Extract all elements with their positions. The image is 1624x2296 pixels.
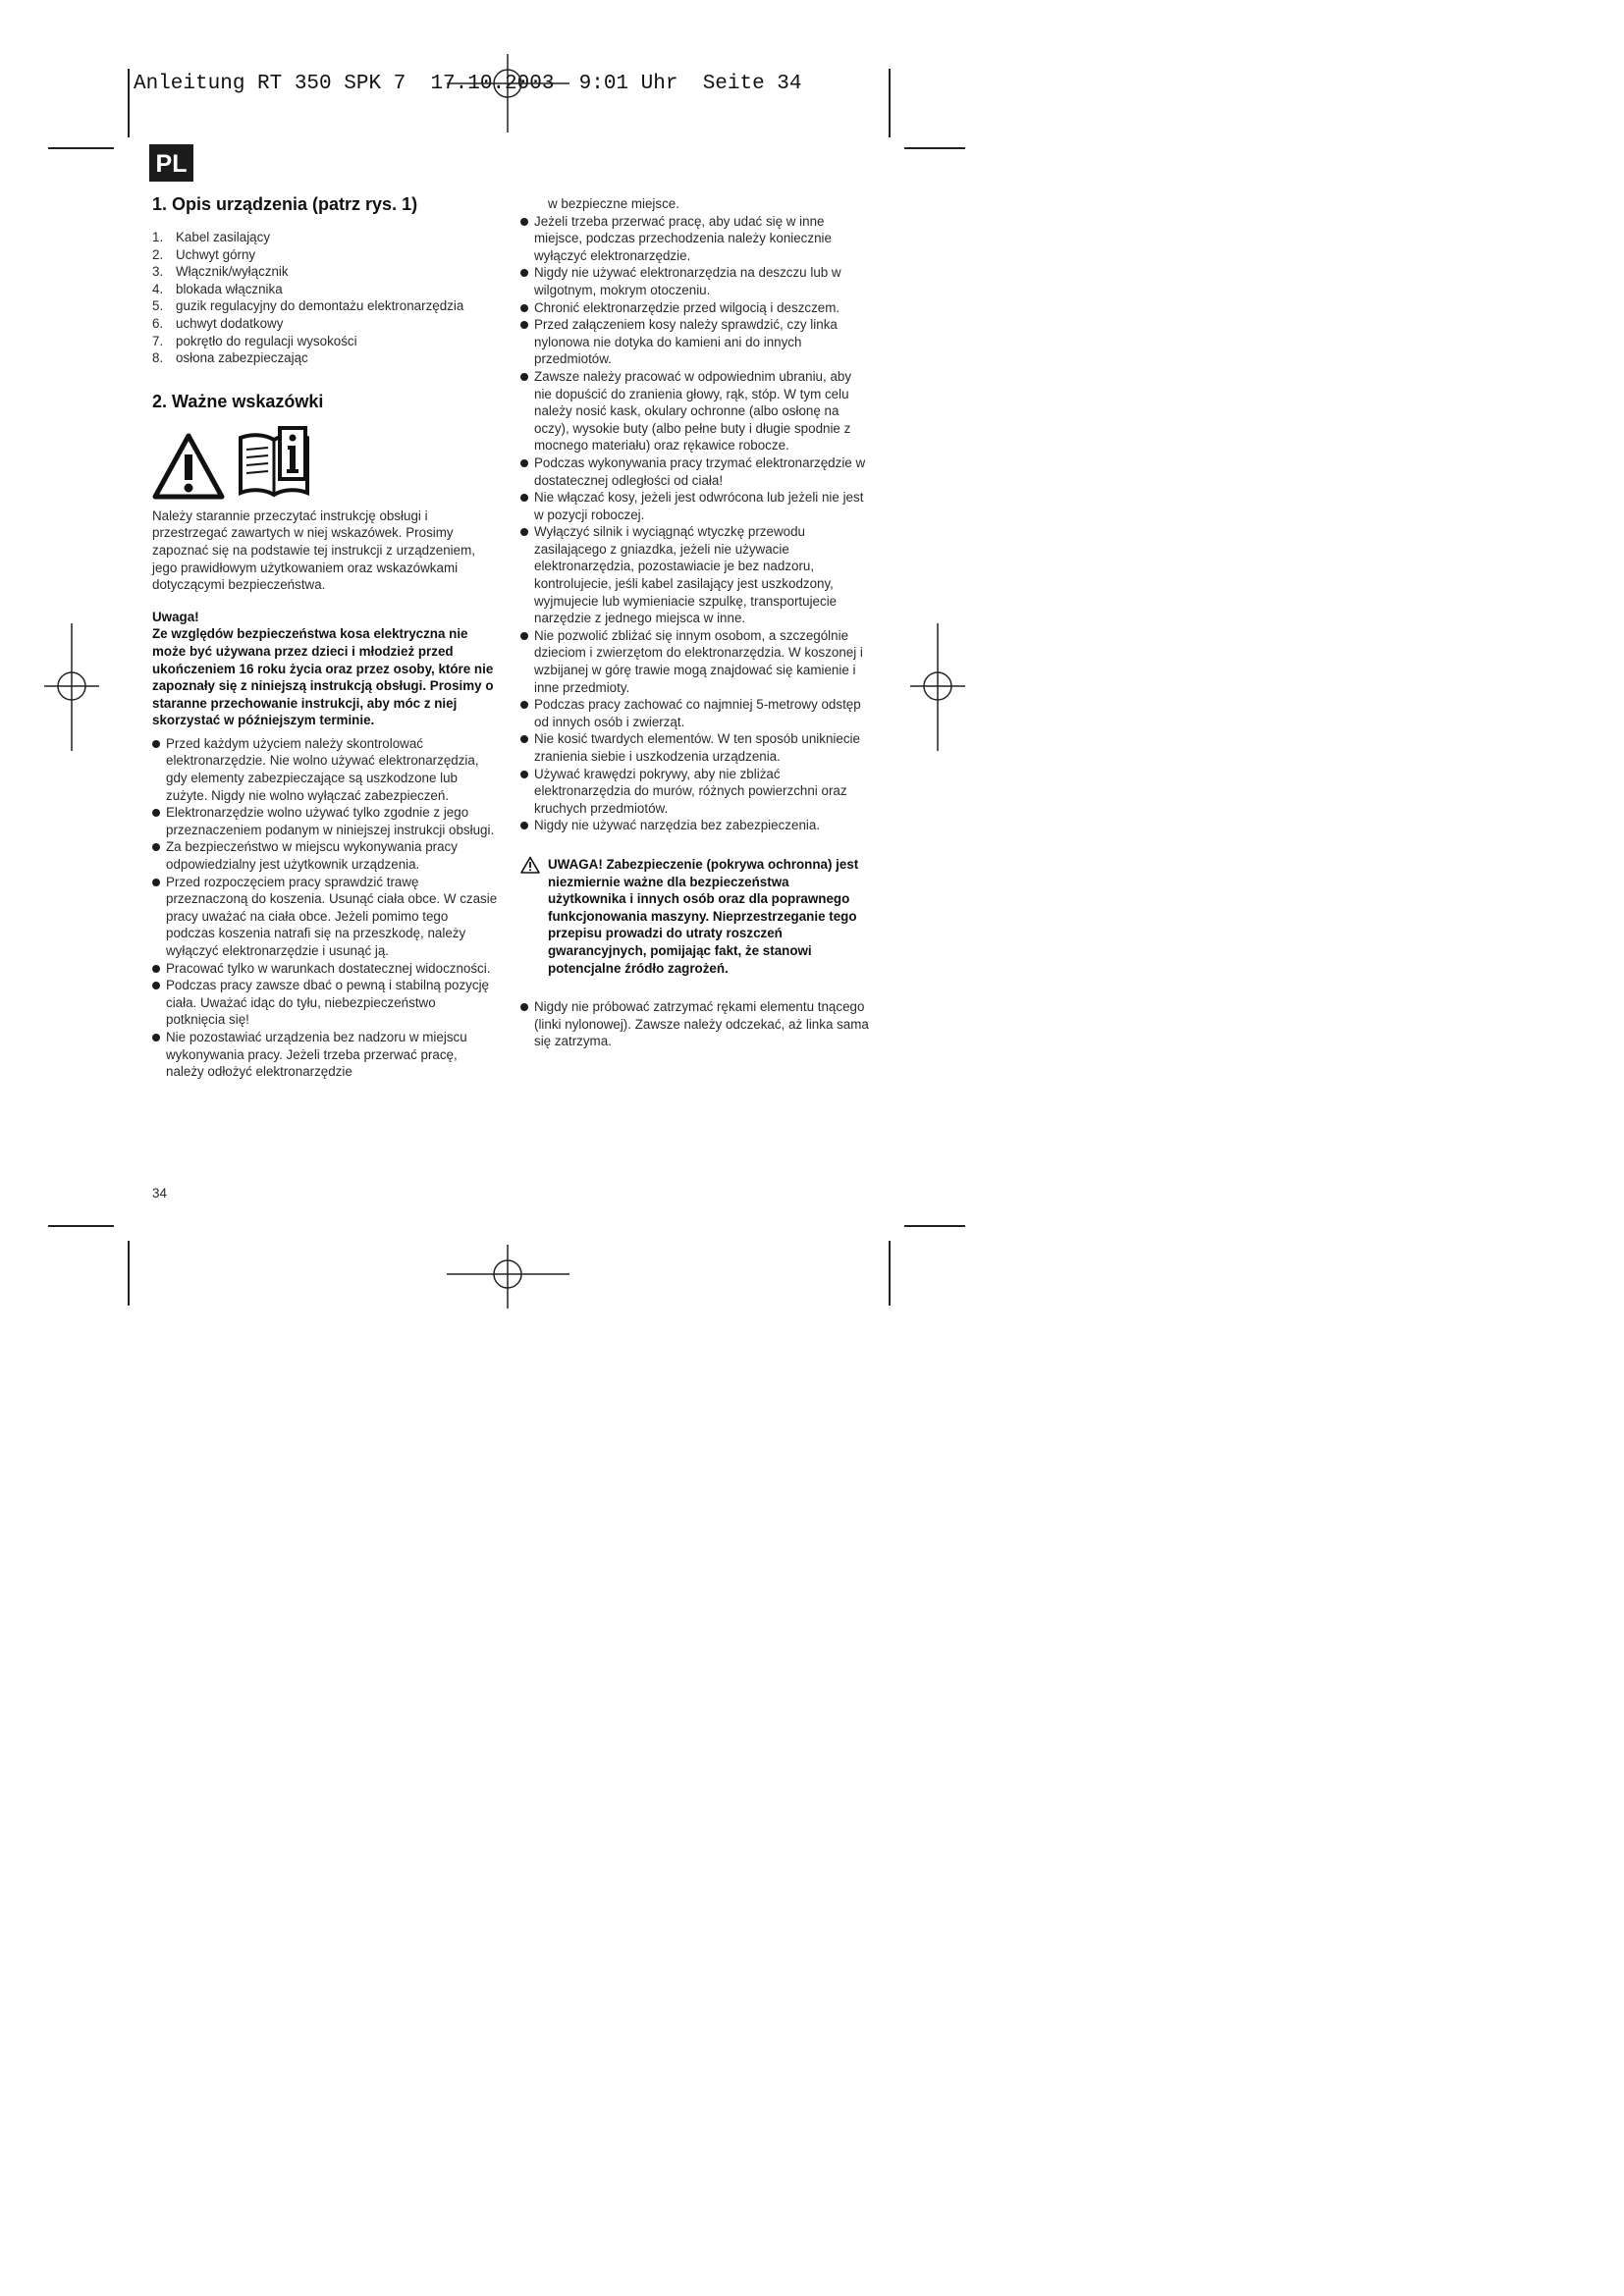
crop-mark xyxy=(904,147,965,149)
list-item: Chronić elektronarzędzie przed wilgocią i deszczem. xyxy=(520,299,870,317)
warning-triangle-icon xyxy=(152,433,225,500)
list-item: 2. Uchwyt górny xyxy=(152,246,256,262)
bullet-icon xyxy=(520,822,528,829)
bullet-icon xyxy=(520,494,528,502)
list-item: 3. Włącznik/wyłącznik xyxy=(152,264,289,280)
crop-mark xyxy=(904,1225,965,1227)
bullet-icon xyxy=(152,740,160,748)
crop-mark xyxy=(128,69,130,137)
list-item: Przed załączeniem kosy należy sprawdzić, czy linka nylonowa nie dotyka do kamieni ani do innych przedmiotów. xyxy=(520,316,870,368)
bullet-list-right xyxy=(520,213,870,834)
registration-mark-top xyxy=(447,54,569,133)
bullet-icon xyxy=(152,843,160,851)
registration-mark-bottom xyxy=(447,1245,569,1308)
list-item: Nie kosić twardych elementów. W ten sposób unikniecie zranienia siebie i uszkodzenia urządzenia. xyxy=(520,730,870,765)
bullet-icon xyxy=(152,982,160,989)
list-item: Nigdy nie próbować zatrzymać rękami elementu tnącego (linki nylonowej). Zawsze należy odczekać, aż linka sama się zatrzyma. xyxy=(520,998,870,1050)
section1-title: 1. Opis urządzenia (patrz rys. 1) xyxy=(152,194,418,214)
list-item: Zawsze należy pracować w odpowiednim ubraniu, aby nie dopuścić do zranienia głowy, rąk, stóp. W tym celu należy nosić kask, okulary ochronne (albo osłonę na oczy), wysokie buty (albo pełne buty i długie spodnie z mocnego materiału) oraz rękawice robocze. xyxy=(520,368,870,454)
print-header: Anleitung RT 350 SPK 7 17.10.2003 9:01 Uhr Seite 34 xyxy=(134,73,802,95)
registration-mark-right xyxy=(910,623,965,751)
right-column xyxy=(520,195,870,1050)
list-item: 7. pokrętło do regulacji wysokości xyxy=(152,333,357,348)
continued-text: w bezpieczne miejsce. xyxy=(548,196,679,211)
bullet-icon xyxy=(520,218,528,226)
warning-notice-text: UWAGA! Zabezpieczenie (pokrywa ochronna) jest niezmiernie ważne dla bezpieczeństwa użytkownika i innych osób oraz dla poprawnego funkcjonowania maszyny. Nieprzestrzeganie tego przepisu prowadzi do utraty roszczeń gwarancyjnych, pomijając fakt, że stanowi potencjalne źródło zagrożeń. xyxy=(548,856,859,976)
list-item: Nigdy nie używać elektronarzędzia na deszczu lub w wilgotnym, mokrym otoczeniu. xyxy=(520,264,870,298)
bullet-icon xyxy=(152,965,160,973)
warning-block xyxy=(152,609,498,729)
warning-text: Ze względów bezpieczeństwa kosa elektryczna nie może być używana przez dzieci i młodzież przed ukończeniem 16 roku życia oraz przez osoby, które nie zapoznały się z niniejszą instrukcją obsługi. Prosimy o staranne przechowanie instrukcji, aby móc z niej skorzystać w późniejszym terminie. xyxy=(152,626,494,728)
section2-title: 2. Ważne wskazówki xyxy=(152,391,324,411)
list-item: 6. uchwyt dodatkowy xyxy=(152,315,284,331)
bullet-icon xyxy=(520,771,528,778)
bullet-icon xyxy=(520,632,528,640)
list-item: 8. osłona zabezpieczając xyxy=(152,350,308,366)
list-item: Podczas wykonywania pracy trzymać elektronarzędzie w dostatecznej odległości od ciała! xyxy=(520,454,870,489)
intro-paragraph: Należy starannie przeczytać instrukcję obsługi i przestrzegać zawartych w niej wskazówek. Prosimy zapoznać się na podstawie tej instrukcji z urządzeniem, jego prawidłowym użytkowaniem oraz wskazówkami dotyczącymi bezpieczeństwa. xyxy=(152,507,475,593)
bullet-icon xyxy=(520,459,528,467)
list-item: Przed każdym użyciem należy skontrolować elektronarzędzie. Nie wolno używać elektronarzędzia, gdy elementy zabezpieczające są uszkodzone lub zużyte. Nigdy nie wolno wyłączać zabezpieczeń. xyxy=(152,735,498,804)
list-item: Nie pozwolić zbliżać się innym osobom, a szczególnie dzieciom i zwierzętom do elektronarzędzia. W koszonej i wzbijanej w górę trawie mogą znajdować się kamienie i inne przedmioty. xyxy=(520,627,870,696)
list-item: Przed rozpoczęciem pracy sprawdzić trawę przeznaczoną do koszenia. Usunąć ciała obce. W czasie pracy uważać na ciała obce. Jeżeli pomimo tego podczas koszenia natrafi się na przeszkodę, należy wyłączyć elektronarzędzie i usunąć ją. xyxy=(152,874,498,960)
list-item: Pracować tylko w warunkach dostatecznej widoczności. xyxy=(152,960,498,978)
language-badge: PL xyxy=(149,144,193,182)
bullet-icon xyxy=(520,321,528,329)
bullet-icon xyxy=(520,269,528,277)
list-item: Wyłączyć silnik i wyciągnąć wtyczkę przewodu zasilającego z gniazdka, jeżeli nie używacie elektronarzędzia, pozostawiacie je bez nadzoru, kontrolujecie, jeśli kabel zasilający jest uszkodzony, wyjmujecie lub wymieniacie szpulkę, transportujecie narzędzie z jednego miejsca w inne. xyxy=(520,523,870,627)
bullet-icon xyxy=(152,879,160,886)
crop-mark xyxy=(48,147,114,149)
crop-mark xyxy=(889,69,891,137)
left-column xyxy=(152,193,498,1081)
crop-mark xyxy=(889,1241,891,1306)
crop-mark xyxy=(48,1225,114,1227)
list-item: Nigdy nie używać narzędzia bez zabezpieczenia. xyxy=(520,817,870,834)
list-item: Podczas pracy zawsze dbać o pewną i stabilną pozycję ciała. Uważać idąc do tyłu, niebezpieczeństwo potknięcia się! xyxy=(152,977,498,1029)
list-item: Elektronarzędzie wolno używać tylko zgodnie z jego przeznaczeniem podanym w niniejszej instrukcji obsługi. xyxy=(152,804,498,838)
list-item: 4. blokada włącznika xyxy=(152,281,283,296)
list-item: Za bezpieczeństwo w miejscu wykonywania pracy odpowiedzialny jest użytkownik urządzenia. xyxy=(152,838,498,873)
bullet-icon xyxy=(152,809,160,817)
bullet-icon xyxy=(520,304,528,312)
bullet-icon xyxy=(520,528,528,536)
list-item: Nie pozostawiać urządzenia bez nadzoru w miejscu wykonywania pracy. Jeżeli trzeba przerwać pracę, należy odłożyć elektronarzędzie xyxy=(152,1029,498,1081)
warning-label: Uwaga! xyxy=(152,609,199,624)
list-item: 5. guzik regulacyjny do demontażu elektronarzędzia xyxy=(152,298,464,314)
bullet-icon xyxy=(520,735,528,743)
crop-mark xyxy=(128,1241,130,1306)
registration-mark-left xyxy=(44,623,99,751)
bullet-list-left xyxy=(152,735,498,1081)
read-manual-icon xyxy=(237,426,311,500)
list-item: Używać krawędzi pokrywy, aby nie zbliżać elektronarzędzia do murów, różnych powierzchni oraz kruchych przedmiotów. xyxy=(520,766,870,818)
list-item: Jeżeli trzeba przerwać pracę, aby udać się w inne miejsce, podczas przechodzenia należy koniecznie wyłączyć elektronarzędzie. xyxy=(520,213,870,265)
safety-icons xyxy=(152,426,498,500)
warning-triangle-icon xyxy=(520,856,540,874)
bullet-icon xyxy=(520,1003,528,1011)
parts-list xyxy=(152,229,498,367)
bullet-icon xyxy=(520,373,528,381)
bullet-list-final xyxy=(520,998,870,1050)
list-item: 1. Kabel zasilający xyxy=(152,230,271,244)
list-item: Podczas pracy zachować co najmniej 5-metrowy odstęp od innych osób i zwierząt. xyxy=(520,696,870,730)
page-number: 34 xyxy=(152,1186,167,1201)
bullet-icon xyxy=(152,1034,160,1041)
bullet-icon xyxy=(520,701,528,709)
list-item: Nie włączać kosy, jeżeli jest odwrócona lub jeżeli nie jest w pozycji roboczej. xyxy=(520,489,870,523)
warning-notice xyxy=(520,856,870,977)
